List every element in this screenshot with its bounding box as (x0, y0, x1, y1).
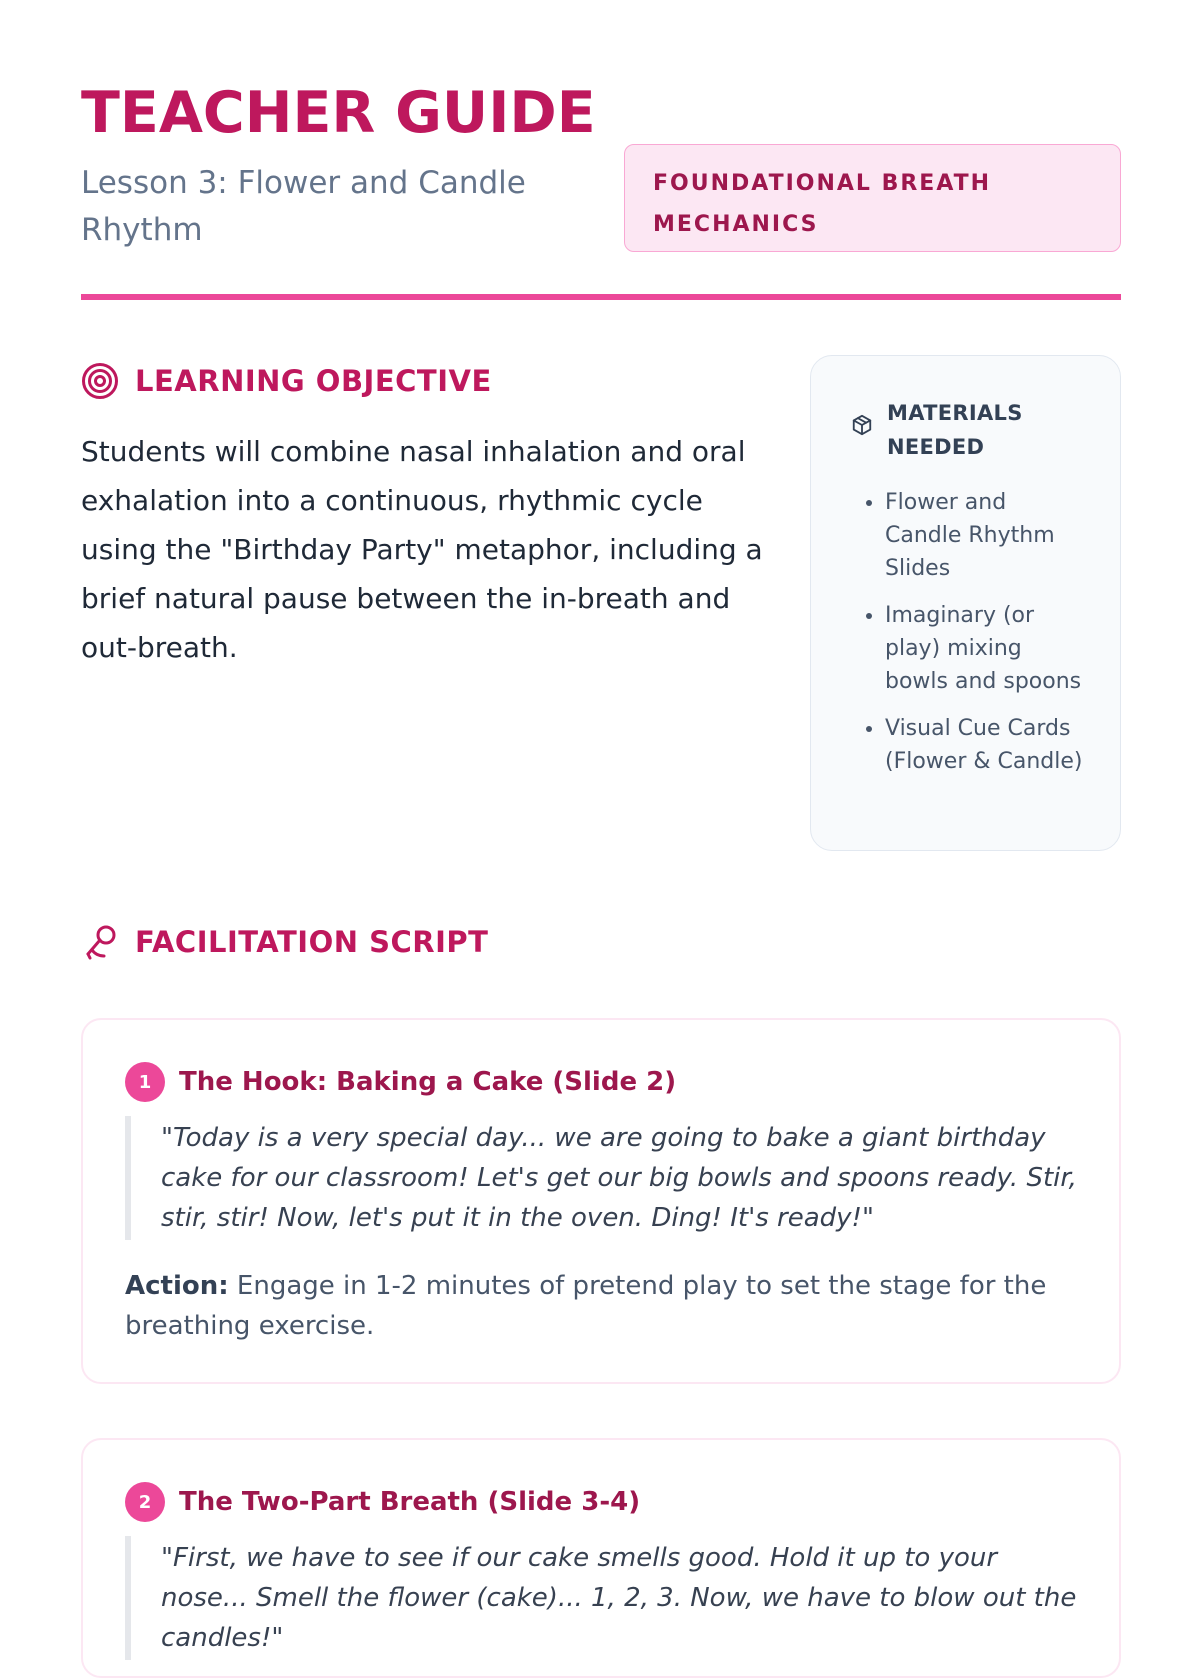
learning-objective-header (81, 362, 492, 400)
materials-list (851, 486, 1084, 778)
step-title: The Two-Part Breath (Slide 3-4) (179, 1487, 641, 1517)
lesson-subtitle: Lesson 3: Flower and Candle Rhythm (81, 165, 526, 248)
step-number-badge: 2 (125, 1482, 165, 1522)
category-badge (624, 144, 1121, 252)
facilitation-script-header (81, 923, 488, 961)
target-icon (81, 362, 119, 400)
materials-heading: MATERIALS NEEDED (887, 401, 1023, 459)
material-item: • Flower and Candle Rhythm Slides (885, 486, 1084, 585)
step-header (125, 1062, 1079, 1102)
material-item: • Visual Cue Cards (Flower & Candle) (885, 712, 1084, 778)
box-icon (851, 414, 873, 436)
page-title: TEACHER GUIDE (81, 80, 596, 146)
learning-objective-text: Students will combine nasal inhalation and oral exhalation into a continuous, rhythmic cycle using the "Birthday Party" metaphor, including a brief natural pause between the in-breath and out-breath. (81, 435, 763, 664)
step-action (125, 1266, 1079, 1346)
badge-line-2: MECHANICS (653, 212, 819, 237)
step-header (125, 1482, 1079, 1522)
step-title: The Hook: Baking a Cake (Slide 2) (179, 1067, 677, 1097)
step-number-badge: 1 (125, 1062, 165, 1102)
facilitation-script-heading: FACILITATION SCRIPT (135, 925, 489, 959)
step-quote: "First, we have to see if our cake smells good. Hold it up to your nose... Smell the flower (cake)... 1, 2, 3. Now, we have to blow out the candles!" (125, 1536, 1079, 1660)
materials-panel (810, 355, 1121, 851)
header-divider (81, 294, 1121, 300)
learning-objective-heading: LEARNING OBJECTIVE (135, 364, 492, 398)
script-step-card (81, 1018, 1121, 1384)
badge-line-1: FOUNDATIONAL BREATH (653, 171, 992, 196)
action-text: Engage in 1-2 minutes of pretend play to set the stage for the breathing exercise. (125, 1271, 1047, 1341)
microphone-icon (81, 923, 119, 961)
action-label: Action: (125, 1271, 229, 1301)
material-item: • Imaginary (or play) mixing bowls and spoons (885, 599, 1084, 698)
script-step-card (81, 1438, 1121, 1678)
materials-header (851, 396, 1084, 464)
step-quote: "Today is a very special day... we are going to bake a giant birthday cake for our classroom! Let's get our big bowls and spoons ready. Stir, stir, stir! Now, let's put it in the oven. Ding! It's ready!" (125, 1116, 1079, 1240)
